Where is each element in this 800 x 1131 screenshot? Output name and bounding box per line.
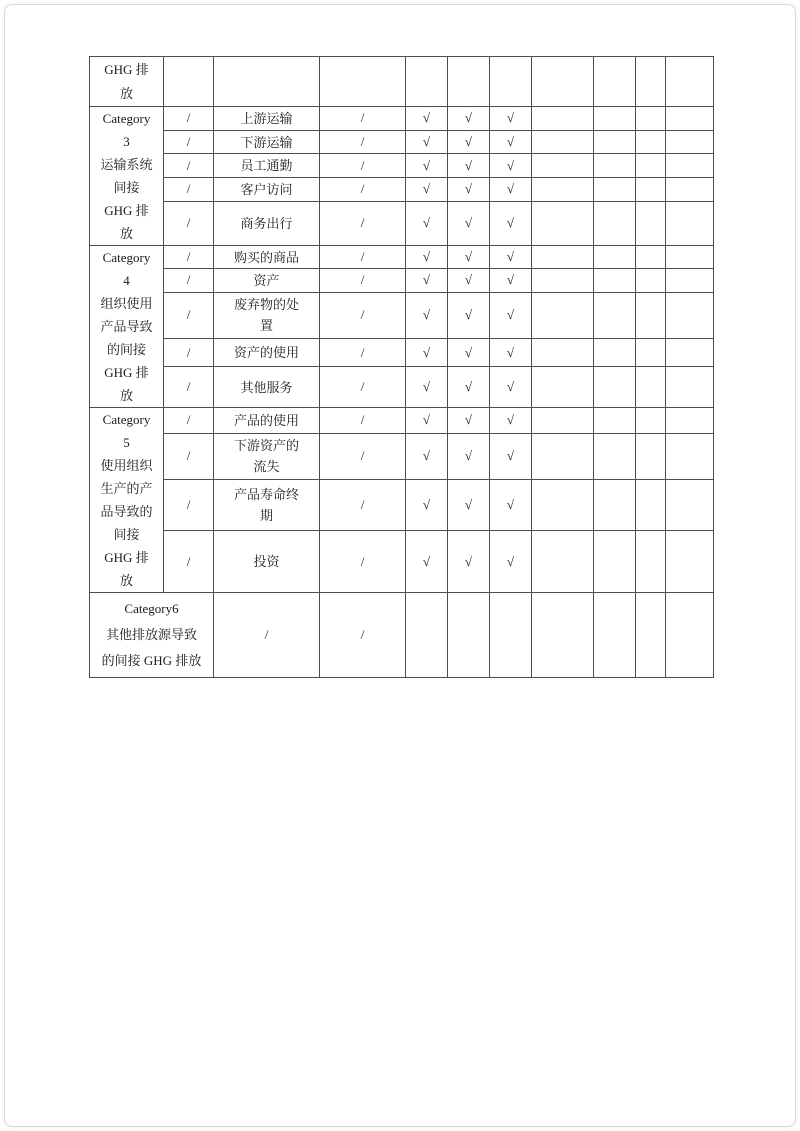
item-name-cell — [214, 367, 320, 408]
ghg-emissions-table — [89, 56, 714, 678]
check-cell: √ — [448, 339, 490, 367]
check-cell: √ — [448, 531, 490, 593]
empty-cell — [532, 367, 594, 408]
slash-cell: / — [320, 292, 406, 339]
empty-cell — [594, 178, 636, 202]
item-name — [214, 270, 319, 291]
category-continuation-label-line: GHG 排 — [104, 61, 149, 77]
empty-cell — [532, 130, 594, 154]
category6-label-line: 其他排放源导致 — [105, 627, 197, 642]
check-cell: √ — [490, 433, 532, 479]
item-name-line: 上游运输 — [240, 110, 293, 126]
empty-cell — [666, 339, 714, 367]
slash-cell: / — [164, 531, 214, 593]
item-name — [214, 247, 319, 268]
item-name-line: 员工通勤 — [240, 158, 293, 174]
empty-cell — [666, 292, 714, 339]
empty-cell — [636, 367, 666, 408]
category-label-cell — [90, 107, 164, 246]
ghg-table-container — [89, 56, 714, 678]
table-row — [90, 479, 714, 530]
table-row — [90, 130, 714, 154]
category-label-line: 间接 — [113, 180, 140, 195]
category-label-line: 组织使用 — [100, 296, 153, 311]
category-label-line: 4 — [123, 273, 130, 288]
item-name — [214, 377, 319, 398]
check-cell: √ — [490, 269, 532, 292]
empty-cell — [636, 246, 666, 269]
empty-cell — [666, 57, 714, 107]
empty-cell — [666, 531, 714, 593]
empty-cell — [666, 433, 714, 479]
check-cell: √ — [448, 292, 490, 339]
check-cell: √ — [448, 130, 490, 154]
table-row — [90, 408, 714, 434]
item-name-line: 期 — [259, 508, 273, 524]
category-label-line: 产品导致 — [100, 319, 153, 334]
empty-cell — [594, 246, 636, 269]
empty-cell — [448, 593, 490, 678]
check-cell: √ — [406, 178, 448, 202]
check-cell: √ — [490, 339, 532, 367]
slash-cell: / — [320, 178, 406, 202]
item-name — [214, 410, 319, 431]
item-name-line: 产品的使用 — [233, 412, 299, 428]
check-cell: √ — [406, 531, 448, 593]
empty-cell — [490, 593, 532, 678]
item-name-cell — [214, 339, 320, 367]
item-name — [214, 435, 319, 477]
item-name — [214, 132, 319, 153]
empty-cell — [636, 107, 666, 131]
slash-cell: / — [164, 408, 214, 434]
empty-cell — [320, 57, 406, 107]
slash-cell: / — [164, 339, 214, 367]
slash-cell: / — [320, 433, 406, 479]
category-label-line: GHG 排 — [104, 365, 149, 380]
slash-cell: / — [320, 107, 406, 131]
check-cell: √ — [490, 130, 532, 154]
empty-cell — [594, 339, 636, 367]
check-cell: √ — [448, 154, 490, 178]
empty-cell — [532, 339, 594, 367]
slash-cell: / — [320, 130, 406, 154]
category-label-line: 放 — [119, 226, 133, 241]
table-row — [90, 433, 714, 479]
category-label-line: 生产的产 — [100, 481, 153, 496]
empty-cell — [594, 593, 636, 678]
category-continuation-label-line: 放 — [119, 85, 133, 101]
empty-cell — [636, 201, 666, 245]
item-name-cell — [214, 292, 320, 339]
item-name-line: 其他服务 — [240, 379, 293, 395]
item-name-cell — [214, 130, 320, 154]
slash-cell: / — [164, 292, 214, 339]
item-name — [214, 342, 319, 363]
empty-cell — [636, 269, 666, 292]
item-name-cell — [214, 433, 320, 479]
item-name — [214, 484, 319, 526]
check-cell: √ — [406, 292, 448, 339]
category6-label — [90, 596, 213, 674]
table-row — [90, 57, 714, 107]
item-name-cell — [214, 201, 320, 245]
category-label-line: 5 — [123, 435, 130, 450]
slash-cell: / — [320, 201, 406, 245]
category6-label-line: Category6 — [124, 601, 179, 616]
check-cell: √ — [490, 531, 532, 593]
check-cell: √ — [406, 246, 448, 269]
empty-cell — [594, 57, 636, 107]
empty-cell — [532, 246, 594, 269]
check-cell: √ — [406, 269, 448, 292]
empty-cell — [594, 531, 636, 593]
empty-cell — [164, 57, 214, 107]
check-cell: √ — [490, 154, 532, 178]
empty-cell — [594, 130, 636, 154]
empty-cell — [636, 433, 666, 479]
check-cell: √ — [490, 178, 532, 202]
category-continuation-cell — [90, 57, 164, 107]
item-name — [214, 179, 319, 200]
check-cell: √ — [490, 408, 532, 434]
category6-label-line: 的间接 GHG 排放 — [101, 653, 202, 668]
check-cell: √ — [406, 339, 448, 367]
category-continuation-label — [90, 58, 163, 106]
empty-cell — [666, 130, 714, 154]
category-label — [90, 408, 163, 592]
check-cell: √ — [406, 130, 448, 154]
empty-cell — [532, 269, 594, 292]
table-row — [90, 292, 714, 339]
check-cell: √ — [448, 433, 490, 479]
slash-cell: / — [214, 593, 320, 678]
slash-cell: / — [164, 246, 214, 269]
empty-cell — [666, 408, 714, 434]
empty-cell — [636, 130, 666, 154]
empty-cell — [666, 201, 714, 245]
check-cell: √ — [406, 201, 448, 245]
empty-cell — [636, 154, 666, 178]
check-cell: √ — [448, 201, 490, 245]
item-name-line: 下游运输 — [240, 134, 293, 150]
table-row — [90, 246, 714, 269]
check-cell: √ — [448, 479, 490, 530]
item-name-line: 置 — [259, 318, 273, 334]
item-name-line: 投资 — [253, 554, 280, 570]
category-label — [90, 107, 163, 245]
category-label-line: 间接 — [113, 527, 140, 542]
item-name — [214, 294, 319, 336]
slash-cell: / — [164, 178, 214, 202]
check-cell: √ — [406, 408, 448, 434]
slash-cell: / — [164, 433, 214, 479]
empty-cell — [636, 479, 666, 530]
category-label-line: 运输系统 — [100, 157, 153, 172]
empty-cell — [594, 201, 636, 245]
item-name-cell — [214, 269, 320, 292]
category-label-line: 放 — [119, 388, 133, 403]
check-cell: √ — [448, 367, 490, 408]
slash-cell: / — [320, 479, 406, 530]
table-row — [90, 201, 714, 245]
category-label-line: 的间接 — [106, 342, 146, 357]
item-name-cell — [214, 107, 320, 131]
empty-cell — [636, 531, 666, 593]
item-name-line: 产品寿命终 — [233, 487, 299, 503]
slash-cell: / — [320, 531, 406, 593]
empty-cell — [636, 57, 666, 107]
empty-cell — [636, 339, 666, 367]
slash-cell: / — [320, 339, 406, 367]
category-label — [90, 246, 163, 407]
category-label-line: Category — [102, 111, 151, 126]
check-cell: √ — [490, 246, 532, 269]
empty-cell — [666, 246, 714, 269]
check-cell: √ — [406, 367, 448, 408]
item-name-cell — [214, 408, 320, 434]
category-label-cell — [90, 246, 164, 408]
check-cell: √ — [448, 246, 490, 269]
empty-cell — [532, 107, 594, 131]
empty-cell — [448, 57, 490, 107]
check-cell: √ — [490, 367, 532, 408]
document-page — [4, 4, 796, 1127]
empty-cell — [666, 479, 714, 530]
item-name-line: 废弃物的处 — [233, 297, 299, 313]
item-name-line: 客户访问 — [240, 181, 293, 197]
check-cell: √ — [490, 107, 532, 131]
item-name-line: 购买的商品 — [233, 249, 299, 265]
empty-cell — [636, 178, 666, 202]
empty-cell — [666, 178, 714, 202]
category-label-line: Category — [102, 412, 151, 427]
check-cell: √ — [448, 408, 490, 434]
ghg-table-body — [90, 57, 714, 678]
slash-cell: / — [164, 269, 214, 292]
empty-cell — [636, 593, 666, 678]
table-row — [90, 269, 714, 292]
empty-cell — [532, 593, 594, 678]
category-label-line: 品导致的 — [100, 504, 153, 519]
check-cell: √ — [490, 292, 532, 339]
empty-cell — [532, 201, 594, 245]
empty-cell — [532, 408, 594, 434]
empty-cell — [594, 433, 636, 479]
empty-cell — [666, 367, 714, 408]
item-name-line: 下游资产的 — [233, 438, 299, 454]
slash-cell: / — [320, 408, 406, 434]
check-cell: √ — [448, 178, 490, 202]
empty-cell — [666, 269, 714, 292]
check-cell: √ — [406, 433, 448, 479]
slash-cell: / — [164, 367, 214, 408]
item-name-cell — [214, 178, 320, 202]
empty-cell — [594, 367, 636, 408]
empty-cell — [532, 292, 594, 339]
item-name-line: 资产 — [253, 272, 280, 288]
slash-cell: / — [320, 269, 406, 292]
category-label-line: Category — [102, 250, 151, 265]
slash-cell: / — [164, 130, 214, 154]
slash-cell: / — [164, 479, 214, 530]
category-label-line: GHG 排 — [104, 203, 149, 218]
check-cell: √ — [406, 107, 448, 131]
slash-cell: / — [164, 107, 214, 131]
item-name-cell — [214, 531, 320, 593]
empty-cell — [490, 57, 532, 107]
table-row — [90, 367, 714, 408]
empty-cell — [594, 408, 636, 434]
table-row — [90, 531, 714, 593]
item-name-cell — [214, 154, 320, 178]
empty-cell — [406, 57, 448, 107]
table-row — [90, 178, 714, 202]
item-name — [214, 155, 319, 176]
category-label-cell — [90, 408, 164, 593]
table-row — [90, 154, 714, 178]
category6-label-cell — [90, 593, 214, 678]
empty-cell — [532, 154, 594, 178]
empty-cell — [594, 269, 636, 292]
empty-cell — [594, 479, 636, 530]
empty-cell — [666, 593, 714, 678]
item-name-cell — [214, 246, 320, 269]
check-cell: √ — [406, 154, 448, 178]
empty-cell — [532, 57, 594, 107]
empty-cell — [406, 593, 448, 678]
table-row — [90, 593, 714, 678]
empty-cell — [636, 408, 666, 434]
empty-cell — [666, 107, 714, 131]
empty-cell — [532, 178, 594, 202]
item-name — [214, 108, 319, 129]
slash-cell: / — [320, 367, 406, 408]
table-row — [90, 339, 714, 367]
category-label-line: GHG 排 — [104, 550, 149, 565]
category-label-line: 使用组织 — [100, 458, 153, 473]
empty-cell — [532, 433, 594, 479]
check-cell: √ — [448, 269, 490, 292]
check-cell: √ — [406, 479, 448, 530]
slash-cell: / — [320, 154, 406, 178]
empty-cell — [532, 479, 594, 530]
check-cell: √ — [448, 107, 490, 131]
slash-cell: / — [320, 593, 406, 678]
item-name-line: 资产的使用 — [233, 345, 299, 361]
check-cell: √ — [490, 479, 532, 530]
empty-cell — [636, 292, 666, 339]
table-row — [90, 107, 714, 131]
slash-cell: / — [320, 246, 406, 269]
item-name-line: 流失 — [253, 459, 280, 475]
item-name — [214, 551, 319, 572]
category-label-line: 3 — [123, 134, 130, 149]
empty-cell — [594, 292, 636, 339]
empty-cell — [666, 154, 714, 178]
empty-cell — [214, 57, 320, 107]
empty-cell — [594, 154, 636, 178]
check-cell: √ — [490, 201, 532, 245]
empty-cell — [594, 107, 636, 131]
item-name — [214, 213, 319, 234]
slash-cell: / — [164, 201, 214, 245]
item-name-cell — [214, 479, 320, 530]
empty-cell — [532, 531, 594, 593]
item-name-line: 商务出行 — [240, 215, 293, 231]
category-label-line: 放 — [119, 573, 133, 588]
slash-cell: / — [164, 154, 214, 178]
